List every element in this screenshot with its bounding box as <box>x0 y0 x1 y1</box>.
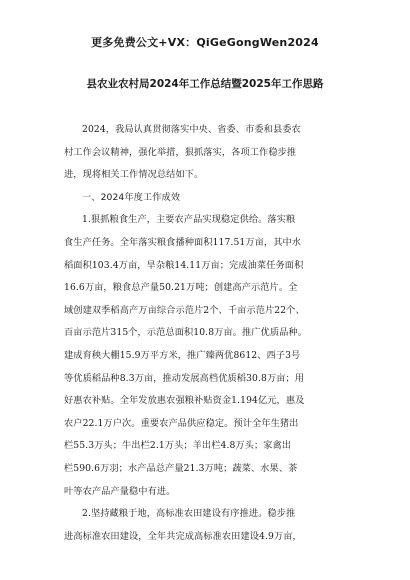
paragraph-line: 域创建双季稻高产万亩综合示范片2个、千亩示范片22个、 <box>64 304 305 316</box>
paragraph-line: 百亩示范片315个，示范总面积10.8万亩。推广优质品种。 <box>64 327 308 339</box>
paragraph-line: 等优质稻品种8.3万亩，推动发展高档优质稻30.8万亩；用 <box>64 372 305 384</box>
paragraph-line: 16.6万亩，粮食总产量50.21万吨；创建高产示范片。全 <box>64 282 298 294</box>
paragraph-line: 稻面积103.4万亩，旱杂粮14.11万亩；完成油菜任务面积 <box>64 259 304 271</box>
document-body <box>64 119 369 548</box>
section-heading: 一、2024年度工作成效 <box>82 191 181 203</box>
paragraph-line: 好惠农补贴。全年发放惠农强粮补贴资金1.194亿元，惠及 <box>64 395 305 407</box>
paragraph-line: 农户22.1万户次。重要农产品供应稳定。预计全年生猪出 <box>64 417 299 429</box>
paragraph-line: 栏590.6万羽；水产品总产量21.3万吨；蔬菜、水果、茶 <box>64 462 298 474</box>
document-title: 县农业农村局2024年工作总结暨2025年工作思路 <box>86 78 324 90</box>
paragraph-line: 叶等农产品产量稳中有进。 <box>64 485 176 497</box>
paragraph-line: 村工作会议精神，强化举措，狠抓落实，各项工作稳步推 <box>64 146 297 158</box>
paragraph-line: 进高标准农田建设，全年共完成高标准农田建设4.9万亩， <box>64 530 302 542</box>
paragraph-line: 栏55.3万头；牛出栏2.1万头；羊出栏4.8万头；家禽出 <box>64 440 292 452</box>
paragraph-line: 2.坚持藏粮于地，高标准农田建设有序推进。稳步推 <box>82 508 296 520</box>
paragraph-line: 2024，我局认真贯彻落实中央、省委、市委和县委农 <box>82 124 301 135</box>
paragraph-line: 进，现将相关工作情况总结如下。 <box>64 169 204 181</box>
watermark-header: 更多免费公文+VX：QiGeGongWen2024 <box>91 36 319 49</box>
paragraph-line: 食生产任务。全年落实粮食播种面积117.51万亩，其中水 <box>64 236 302 248</box>
paragraph-line: 建成育秧大棚15.9万平方米，推广臻两优8612、西子3号 <box>64 349 301 361</box>
paragraph-line: 1.狠抓粮食生产，主要农产品实现稳定供给。落实粮 <box>82 214 296 226</box>
